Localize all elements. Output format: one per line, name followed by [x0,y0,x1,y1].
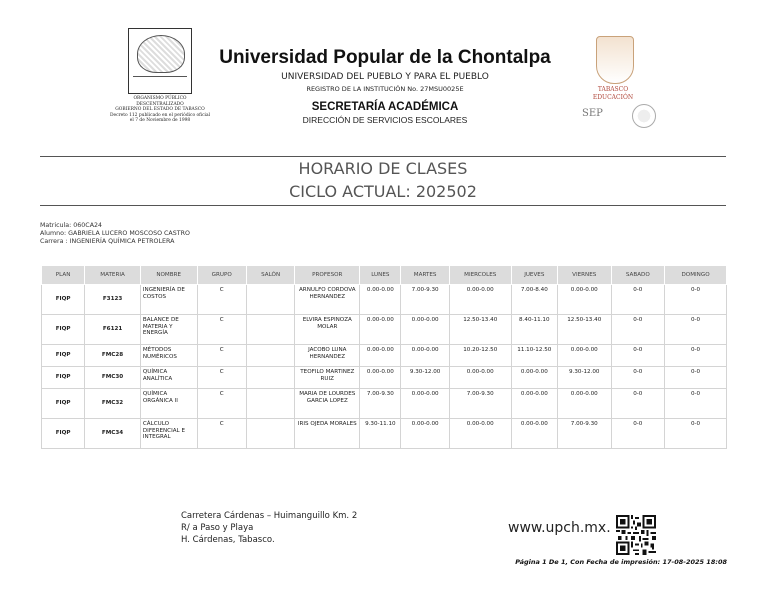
address-block [181,510,357,546]
cell-materia: FMC28 [85,345,141,367]
tabasco-text: TABASCO [597,86,629,93]
table-row [42,315,727,345]
cell-viernes: 0.00-0.00 [557,285,611,315]
cell-domingo: 0-0 [665,285,727,315]
qr-code-icon [616,515,656,555]
cell-grupo: C [197,285,246,315]
eagle-emblem-icon [137,35,185,73]
cell-salon [246,389,294,419]
org-line: el 7 de Noviembre de 1998 [129,118,191,124]
organism-text [108,96,212,124]
col-header: MIERCOLES [449,266,511,285]
cell-miercoles: 12.50-13.40 [449,315,511,345]
cell-salon [246,285,294,315]
cell-grupo: C [197,315,246,345]
cell-plan: FIQP [42,345,85,367]
org-line: Decreto 112 publicado en el periódico oficial [110,112,210,118]
cell-materia: F3123 [85,285,141,315]
university-logo [128,28,192,94]
cell-salon [246,367,294,389]
table-row [42,345,727,367]
cell-nombre: CÁLCULO DIFERENCIAL E INTEGRAL [140,419,197,449]
ciclo-title: CICLO ACTUAL: 202502 [289,182,477,201]
cell-sabado: 0-0 [611,389,665,419]
col-header: DOMINGO [665,266,727,285]
national-seal-icon [632,104,656,128]
cell-plan: FIQP [42,367,85,389]
cell-viernes: 0.00-0.00 [557,389,611,419]
cell-profesor: JACOBO LUNA HERNANDEZ [295,345,360,367]
col-header: LUNES [360,266,401,285]
educacion-text: EDUCACIÓN [592,94,634,101]
cell-plan: FIQP [42,315,85,345]
cell-nombre: BALANCE DE MATERIA Y ENERGÍA [140,315,197,345]
secretaria-heading: SECRETARÍA ACADÉMICA [311,101,459,113]
cell-nombre: MÉTODOS NUMÉRICOS [140,345,197,367]
cell-grupo: C [197,367,246,389]
cell-salon [246,419,294,449]
alumno: Alumno: GABRIELA LUCERO MOSCOSO CASTRO [40,230,190,237]
cell-materia: FMC34 [85,419,141,449]
carrera: Carrera : INGENIERÍA QUÍMICA PETROLERA [40,238,175,245]
cell-sabado: 0-0 [611,367,665,389]
cell-jueves: 0.00-0.00 [511,419,557,449]
cell-jueves: 11.10-12.50 [511,345,557,367]
col-header: SALÓN [246,266,294,285]
col-header: NOMBRE [140,266,197,285]
org-line: GOBIERNO DEL ESTADO DE TABASCO [115,107,205,113]
cell-jueves: 7.00-8.40 [511,285,557,315]
title-divider [40,205,726,206]
cell-nombre: QUÍMICA ORGÁNICA II [140,389,197,419]
org-line: DESCENTRALIZADO [136,101,184,107]
cell-lunes: 0.00-0.00 [360,315,401,345]
cell-profesor: ARNULFO CORDOVA HERNANDEZ [295,285,360,315]
col-header: JUEVES [511,266,557,285]
registration-number: REGISTRO DE LA INSTITUCIÓN No. 27MSU0025E [306,85,464,93]
cell-martes: 7.00-9.30 [401,285,449,315]
cell-domingo: 0-0 [665,389,727,419]
cell-viernes: 7.00-9.30 [557,419,611,449]
tabasco-shield-icon [596,36,634,84]
cell-jueves: 8.40-11.10 [511,315,557,345]
cell-salon [246,345,294,367]
cell-domingo: 0-0 [665,367,727,389]
cell-martes: 9.30-12.00 [401,367,449,389]
cell-domingo: 0-0 [665,315,727,345]
direccion-heading: DIRECCIÓN DE SERVICIOS ESCOLARES [302,115,468,125]
cell-martes: 0.00-0.00 [401,345,449,367]
cell-martes: 0.00-0.00 [401,419,449,449]
table-row [42,389,727,419]
cell-miercoles: 10.20-12.50 [449,345,511,367]
cell-plan: FIQP [42,419,85,449]
cell-domingo: 0-0 [665,345,727,367]
cell-profesor: ELVIRA ESPINOZA MOLAR [295,315,360,345]
cell-profesor: TEOFILO MARTINEZ RUIZ [295,367,360,389]
cell-viernes: 12.50-13.40 [557,315,611,345]
cell-grupo: C [197,389,246,419]
cell-nombre: QUÍMICA ANALÍTICA [140,367,197,389]
col-header: VIERNES [557,266,611,285]
col-header: GRUPO [197,266,246,285]
university-subtitle: UNIVERSIDAD DEL PUEBLO Y PARA EL PUEBLO [281,72,489,82]
table-row [42,367,727,389]
table-header-row [42,266,727,285]
cell-materia: F6121 [85,315,141,345]
cell-jueves: 0.00-0.00 [511,367,557,389]
cell-grupo: C [197,419,246,449]
page-title: HORARIO DE CLASES [298,159,468,178]
cell-salon [246,315,294,345]
cell-miercoles: 0.00-0.00 [449,285,511,315]
sep-label: SEP [582,108,603,119]
website-link[interactable]: www.upch.mx. [508,520,611,536]
logo-band [133,76,187,87]
cell-viernes: 0.00-0.00 [557,345,611,367]
cell-nombre: INGENIERÍA DE COSTOS [140,285,197,315]
tabasco-label [588,86,638,102]
table-row [42,419,727,449]
cell-lunes: 0.00-0.00 [360,345,401,367]
cell-miercoles: 0.00-0.00 [449,419,511,449]
cell-grupo: C [197,345,246,367]
cell-domingo: 0-0 [665,419,727,449]
cell-sabado: 0-0 [611,315,665,345]
col-header: SABADO [611,266,665,285]
col-header: MATERIA [85,266,141,285]
page-info: Página 1 De 1, Con Fecha de impresión: 17-08-2025 18:08 [515,558,727,566]
cell-sabado: 0-0 [611,285,665,315]
col-header: MARTES [401,266,449,285]
cell-sabado: 0-0 [611,345,665,367]
address-line: R/ a Paso y Playa [181,523,254,533]
cell-materia: FMC30 [85,367,141,389]
address-line: H. Cárdenas, Tabasco. [181,535,275,545]
university-title: Universidad Popular de la Chontalpa [219,47,551,68]
cell-miercoles: 7.00-9.30 [449,389,511,419]
org-line: ORGANISMO PÚBLICO [133,96,187,101]
col-header: PROFESOR [295,266,360,285]
schedule-table [41,265,727,449]
cell-miercoles: 0.00-0.00 [449,367,511,389]
cell-profesor: MARIA DE LOURDES GARCIA LOPEZ [295,389,360,419]
matricula: Matricula: 060CA24 [40,222,103,229]
cell-lunes: 0.00-0.00 [360,285,401,315]
cell-lunes: 0.00-0.00 [360,367,401,389]
table-row [42,285,727,315]
cell-profesor: IRIS OJEDA MORALES [295,419,360,449]
cell-plan: FIQP [42,389,85,419]
cell-lunes: 9.30-11.10 [360,419,401,449]
cell-jueves: 0.00-0.00 [511,389,557,419]
student-info [40,222,190,246]
tabasco-sep-logo [582,30,662,130]
address-line: Carretera Cárdenas – Huimanguillo Km. 2 [181,511,358,521]
header-divider [40,156,726,157]
cell-viernes: 9.30-12.00 [557,367,611,389]
cell-martes: 0.00-0.00 [401,315,449,345]
cell-sabado: 0-0 [611,419,665,449]
col-header: PLAN [42,266,85,285]
cell-lunes: 7.00-9.30 [360,389,401,419]
cell-martes: 0.00-0.00 [401,389,449,419]
cell-materia: FMC32 [85,389,141,419]
cell-plan: FIQP [42,285,85,315]
